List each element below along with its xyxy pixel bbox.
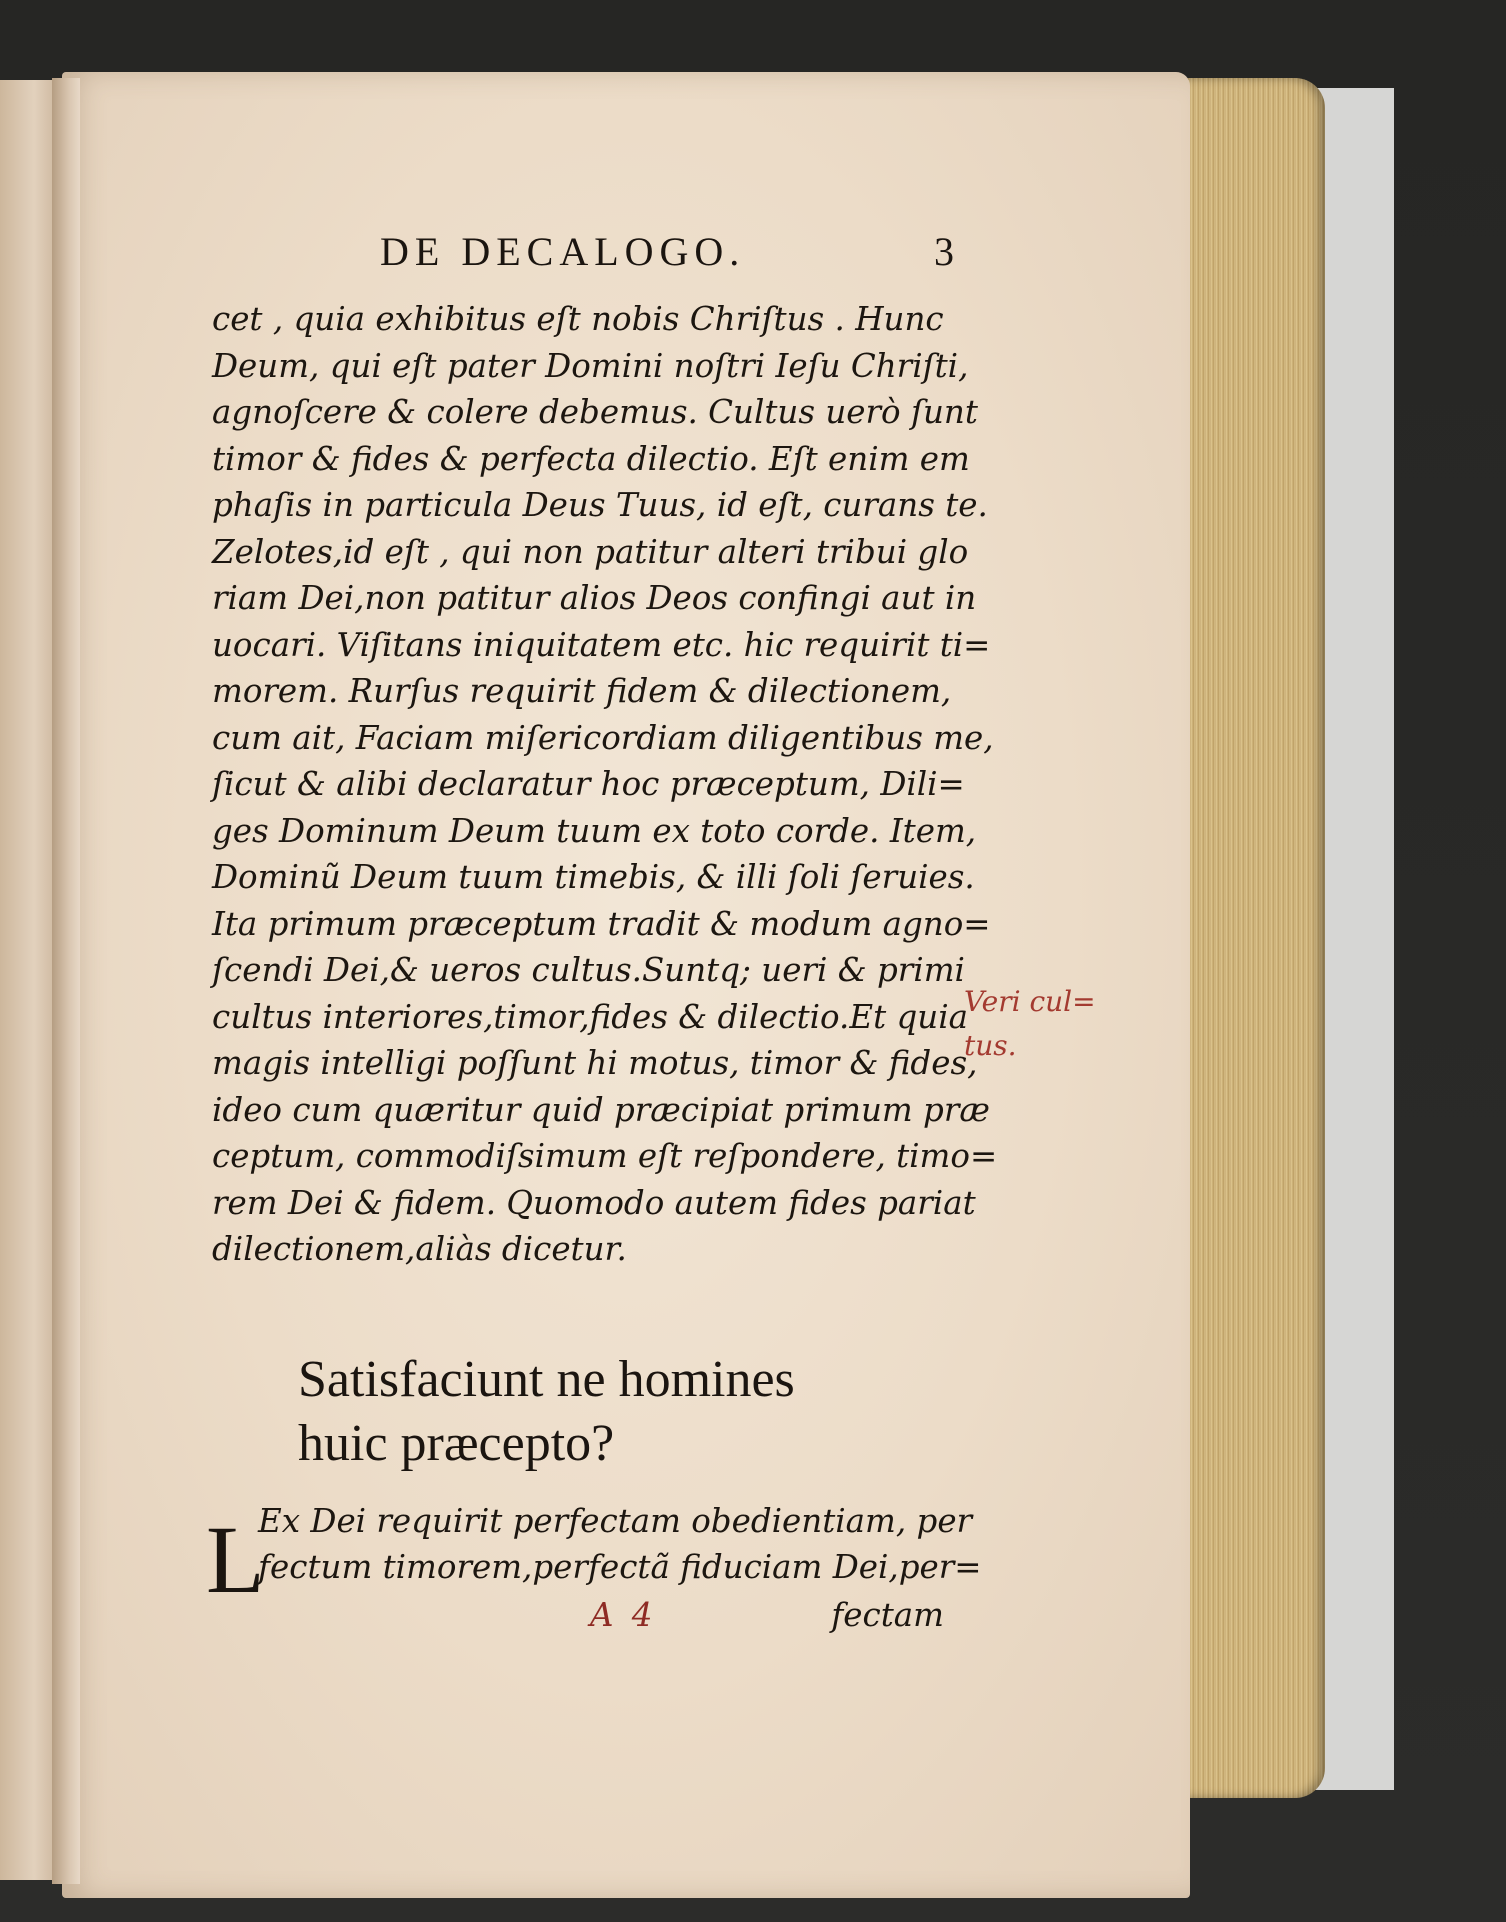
text-line: uocari. Viſitans iniquitatem etc. hic requirit ti= [212,625,991,664]
section-heading-line: huic præcepto? [298,1415,615,1472]
text-line: ideo cum quæritur quid præcipiat primum præ [212,1090,990,1129]
text-line: ceptum, commodiſsimum eſt reſpondere, timo= [212,1137,998,1175]
text-line: Dominũ Deum tuum timebis, & illi ſoli ſeruies. [212,858,975,896]
text-line: cum ait, Faciam miſericordiam diligentibus me, [212,718,994,757]
text-line: ſicut & alibi declaratur hoc præceptum, Dili= [212,765,965,803]
text-line: timor & fides & perfecta dilectio. Eſt enim em [212,439,970,478]
text-line: cet , quia exhibitus eſt nobis Chriſtus . Hunc [212,300,944,338]
page-number: 3 [934,229,960,274]
signature-mark: A 4 [590,1596,657,1634]
section-heading [298,1348,998,1476]
page-footer [212,1596,972,1644]
text-line: riam Dei,non patitur alios Deos confingi aut in [212,579,977,617]
text-line: dilectionem,aliàs dicetur. [212,1230,627,1268]
text-line: Ex Dei requirit perfectam obedientiam, per [258,1502,973,1540]
book-gutter [52,78,80,1884]
text-line: ges Dominum Deum tuum ex toto corde. Item, [212,811,977,850]
section-heading-line: Satisfaciunt ne homines [298,1351,795,1408]
text-line: morem. Rurſus requirit fidem & dilectionem, [212,672,952,710]
running-head-title: DE DECALOGO. [380,229,746,274]
drop-capital: L [206,1506,265,1613]
marginal-note-line: Veri cul= [964,985,1096,1018]
text-line: Zelotes,id eſt , qui non patitur alteri tribui glo [212,532,969,571]
marginal-note-line: tus. [964,1029,1017,1062]
text-line: cultus interiores,timor,fides & dilectio.Et quia [212,997,968,1036]
text-line: ſcendi Dei,& ueros cultus.Suntq; ueri & primi [212,951,965,989]
text-line: magis intelligi poſſunt hi motus, timor & fides, [212,1044,978,1082]
text-line: agnoſcere & colere debemus. Cultus uerò ſunt [212,393,978,431]
text-line: Ita primum præceptum tradit & modum agno= [212,904,991,943]
running-head [212,228,972,278]
marginal-note [964,980,1096,1068]
page-fore-edge [1175,78,1325,1798]
text-line: rem Dei & fidem. Quomodo autem fides pariat [212,1183,976,1222]
body-text [212,296,998,1273]
catchword: fectam [831,1596,944,1634]
section-text [258,1498,982,1590]
text-line: phaſis in particula Deus Tuus, id eſt, curans te. [212,486,988,524]
text-line: Deum, qui eſt pater Domini noſtri Ieſu Chriſti, [212,346,969,385]
text-line: fectum timorem,perfectã fiduciam Dei,per= [258,1548,982,1586]
